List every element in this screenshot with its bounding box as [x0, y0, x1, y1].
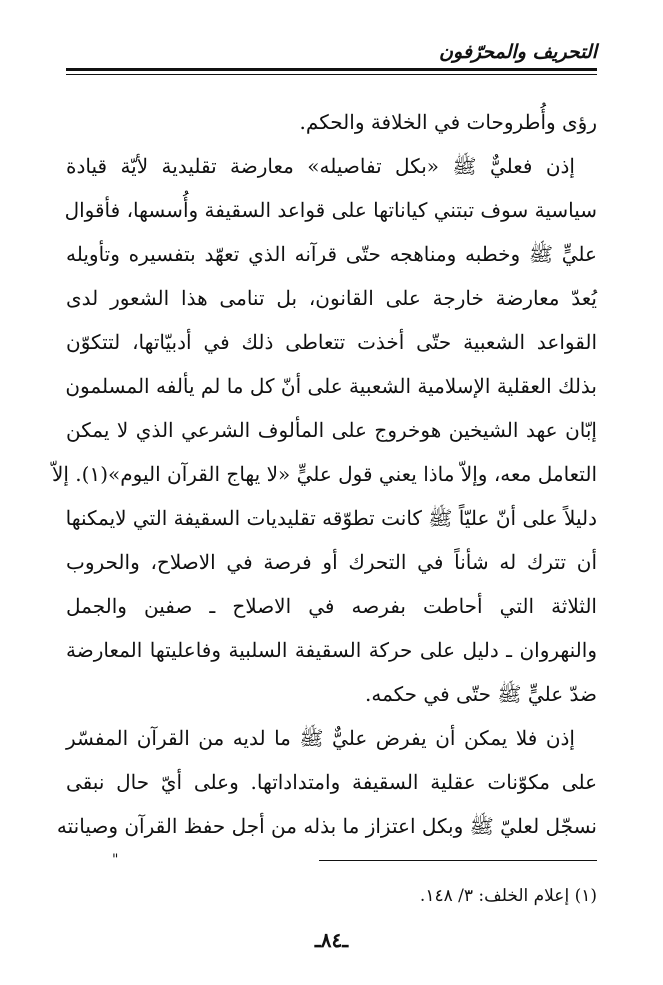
text-line-11: أن تترك له شأناً في التحرك أو فرصة في الاصلاح، والحروب: [66, 550, 597, 574]
header-rule-thick: [66, 68, 597, 71]
footnote-text: (١) إعلام الخلف: ٣/ ١٤٨.: [419, 886, 597, 906]
running-header-title: التحريف والمحرّفون: [439, 41, 597, 63]
text-line-5: يُعدّ معارضة خارجة على القانون، بل تنامى هذا الشعور لدى: [66, 286, 597, 310]
text-line-13: والنهروان ـ دليل على حركة السقيفة السلبية وفاعليتها المعارضة: [66, 638, 597, 662]
body-text: [51, 100, 597, 848]
text-line-17: نسجّل لعليّ ﷺ وبكل اعتزاز ما بذله من أجل حفظ القرآن وصيانته: [56, 814, 597, 838]
page-number: ـ٨٤ـ: [314, 928, 349, 952]
text-line-10: دليلاً على أنّ عليّاً ﷺ كانت تطوّقه تقليديات السقيفة التي لايمكنها: [65, 506, 597, 530]
footnote-separator: [319, 860, 597, 861]
text-line-9: التعامل معه، وإلاّ ماذا يعني قول عليٍّ «لا يهاج القرآن اليوم»(١). إلاّ: [51, 462, 597, 486]
text-line-14: ضدّ عليٍّ ﷺ حتّى في حكمه.: [364, 682, 597, 706]
text-line-7: بذلك العقلية الإسلامية الشعبية على أنّ كل ما لم يألفه المسلمون: [65, 374, 597, 398]
text-line-2: إذن فعليٌّ ﷺ «بكل تفاصيله» معارضة تقليدية لأيّة قيادة: [66, 154, 575, 178]
text-line-15: إذن فلا يمكن أن يفرض عليٌّ ﷺ ما لديه من القرآن المفسّر: [66, 726, 575, 750]
text-line-3: سياسية سوف تبتني كياناتها على قواعد السقيفة وأُسسها، فأقوال: [64, 198, 597, 222]
text-line-1: رؤى وأُطروحات في الخلافة والحكم.: [299, 110, 597, 134]
footnote-continuation-mark: ": [112, 852, 119, 868]
text-line-6: القواعد الشعبية حتّى أخذت تتعاطى ذلك في أدبيّاتها، لتتكوّن: [66, 330, 597, 354]
text-line-8: إبّان عهد الشيخين هوخروج على المألوف الشرعي الذي لا يمكن: [66, 418, 597, 442]
header-rule-thin: [66, 74, 597, 75]
text-line-12: الثلاثة التي أحاطت بفرصه في الاصلاح ـ صفين والجمل: [66, 594, 597, 618]
text-line-16: على مكوّنات عقلية السقيفة وامتداداتها. وعلى أيّ حال نبقى: [66, 770, 597, 794]
text-line-4: عليٍّ ﷺ وخطبه ومناهجه حتّى قرآنه الذي تعهّد بتفسيره وتأويله: [66, 242, 597, 266]
